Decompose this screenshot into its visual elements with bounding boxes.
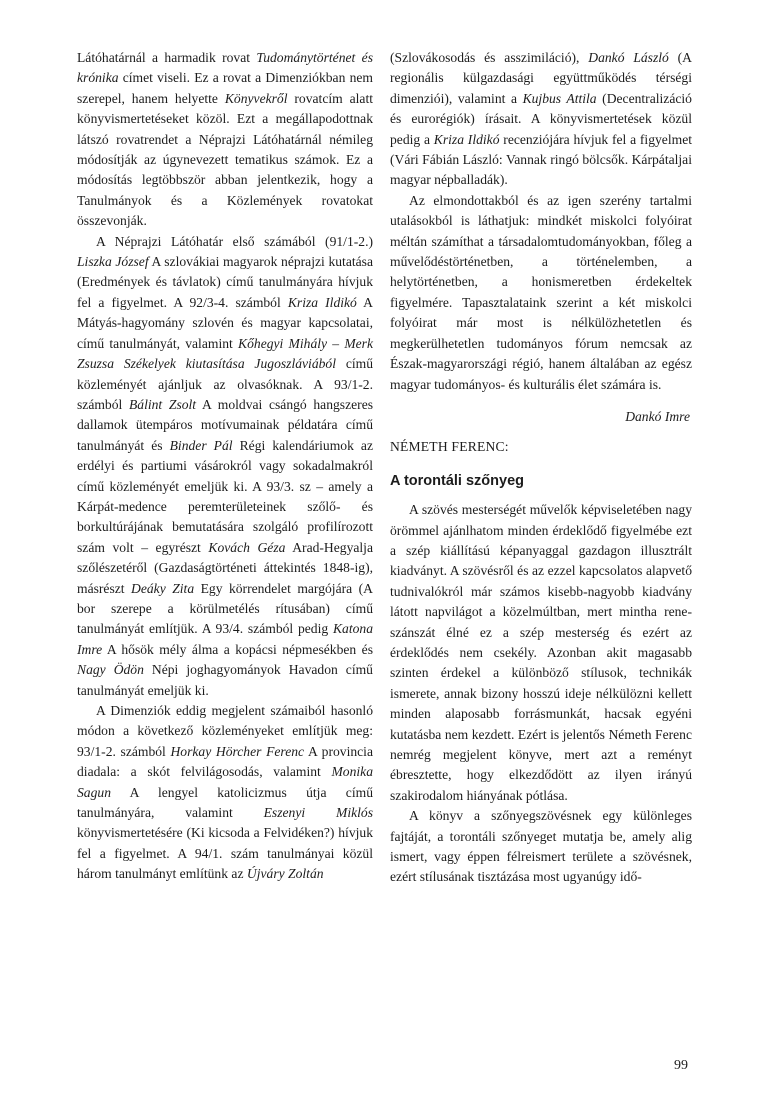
left-paragraph-3: A Dimenziók eddig megjelent számaiból hasonló módon a következő közleményeket említjük meg: 93/1-2. számból Horkay Hörcher Ferenc A provincia diadala: a skót felvilágosodás, valamint Monika Sagun A lengyel katolicizmus útja című tanulmányára, valamint Eszenyi Miklós könyvismertetésére (Ki kicsoda a Felvidéken?) hívjuk fel a figyelmet. A 94/1. szám tanulmányai közül három tanulmányt említünk az Újváry Zoltán [77,703,373,882]
right-paragraph-3: A szövés mesterségét művelők képviseletében nagy örömmel ajánlhatom minden érdeklődő figyelmébe ezt a szép kiállítású képanyaggal gazdagon illusztrált kiadványt. A szövésről és az ezzel kapcsolatos alapvető tudnivalókról már számos kisebb-nagyobb kiadvány látott napvilágot a közelmúltban, mert mintha reneszánszát élné ez a szép mesterség és ezért az érdeklődés nem csekély. Azonban akit magasabb szinten érdekel a különböző stílusok, technikák ismerete, annak bizony hosszú ideje nélkülözni kellett minden alaposabb forrásmunkát, hacsak egyéni kutatásba nem kezdett. Ezért is jelentős Németh Ferenc nemrég megjelent könyve, mert azt a reményt ébresztette, hogy elkezdődött az ilyen irányú szakirodalom hiányának pótlása. [390,502,692,803]
left-column [77,48,373,885]
left-paragraph-2: A Néprajzi Látóhatár első számából (91/1-2.) Liszka József A szlovákiai magyarok néprajzi kutatása (Eredmények és távlatok) című tanulmányára hívjuk fel a figyelmet. A 92/3-4. számból Kriza Ildikó A Mátyás-hagyomány szlovén és magyar kapcsolatai, című tanulmányát, valamint Kőhegyi Mihály – Merk Zsuzsa Székelyek kiutasítása Jugoszláviából című közleményét ajánljuk az olvasóknak. A 93/1-2. számból Bálint Zsolt A moldvai csángó hangszeres dallamok ütempáros motívumainak példatára című tanulmányát és Binder Pál Régi kalendáriumok az erdélyi és partiumi vásárokról vagy sokadalmakról című közleményét emeljük ki. A 93/3. sz – amely a Kárpát-medence peremterületeinek szőlő- és borkultúrájának bemutatására szolgáló profilírozott szám volt – egyrészt Kovách Géza Arad-Hegyalja szőlészetéről (Gazdaságtörténeti áttekintés 1848-ig), másrészt Deáky Zita Egy körrendelet margójára (A bor szerepe a körülmetélés rítusában) című tanulmányát említjük. A 93/4. számból pedig Katona Imre A hősök mély álma a kopácsi népmesékben és Nagy Ödön Népi joghagyományok Havadon című tanulmányát emeljük ki. [77,233,374,698]
review-signature: Dankó Imre [625,408,690,424]
right-paragraph-4: A könyv a szőnyegszövésnek egy különleges fajtáját, a torontáli szőnyeget mutatja be, amely alig ismert, vagy éppen félreismert területe a szövésnek, ezért stílusának tisztázása most ugyanúgy idő- [390,808,692,885]
left-paragraph-1: Látóhatárnál a harmadik rovat Tudománytörténet és krónika címet viseli. Ez a rovat a Dimenziókban nem szerepel, hanem helyette Könyvekről rovatcím alatt könyvismertetéseket közöl. Ezt a megállapodottnak látszó rovatrendet a Néprajzi Látóhatárnál némileg módosítják az úgynevezett tematikus számok. Ez a módosítás legtöbbször abban jelentkezik, hogy a Tanulmányok és a Közlemények rovatokat összevonják. [77,50,373,229]
article-author: NÉMETH FERENC: [390,439,509,455]
right-paragraph-2: Az elmondottakból és az igen szerény tartalmi utalásokból is láthatjuk: mindkét miskolci folyóirat méltán számíthat a társadalomtudományokban, főleg a művelődéstörténetben, a történelemben, a helytörténetben, a honismeretben érdekeltek figyelmére. Tapasztalataink szerint a két miskolci folyóirat már most is nélkülözhetetlen és megkerülhetetlen tudományos fórum nemcsak az Észak-magyarországi régió, hanem általában az egész magyar tudományos- és kulturális élet számára is. [390,192,692,392]
right-column [390,48,692,888]
right-paragraph-1: (Szlovákosodás és asszimiláció), Dankó László (A regionális külgazdasági együttműködés térségi dimenziói), valamint a Kujbus Attila (Decentralizáció és eurorégiók) írásait. A könyvismertetések közül pedig a Kriza Ildikó recenziójára hívjuk fel a figyelmet (Vári Fábián László: Vannak ringó bölcsők. Kárpátaljai magyar népballadák). [390,50,692,188]
article-title: A torontáli szőnyeg [390,472,524,489]
page-number: 99 [674,1058,688,1073]
